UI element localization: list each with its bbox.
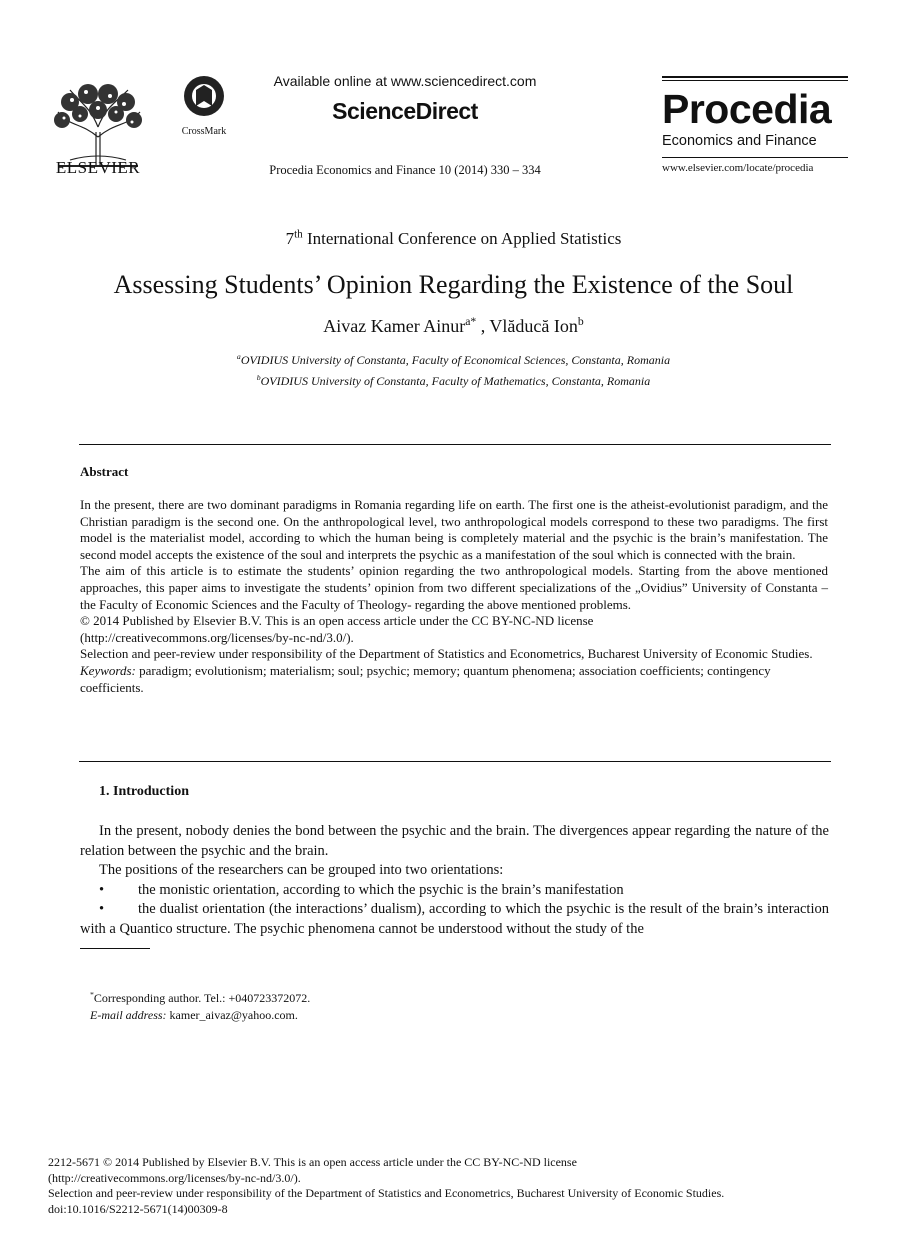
intro-bullet-2 <box>80 900 829 939</box>
email-note <box>90 1007 310 1024</box>
intro-bullet-1 <box>80 881 829 901</box>
procedia-rule-top-2 <box>662 80 848 81</box>
abstract-bottom-rule <box>79 761 831 762</box>
issn-copyright: 2212-5671 © 2014 Published by Elsevier B.V. This is an open access article under the CC BY-NC-ND license <box>48 1155 577 1169</box>
section-heading-introduction: 1. Introduction <box>99 784 189 799</box>
conference-number: 7 <box>285 229 295 248</box>
corresponding-author-note <box>90 990 310 1007</box>
bullet-icon: • <box>99 901 105 917</box>
publisher-logo-text: ELSEVIER <box>55 158 141 177</box>
keywords-label: Keywords: <box>80 662 136 678</box>
conference-ordinal: th <box>294 228 303 241</box>
crossmark-badge[interactable] <box>176 74 232 137</box>
procedia-url[interactable]: www.elsevier.com/locate/procedia <box>662 162 814 174</box>
doi[interactable]: doi:10.1016/S2212-5671(14)00309-8 <box>48 1201 228 1216</box>
author-2: Vlăducă Ion <box>489 316 578 336</box>
keywords-list: paradigm; evolutionism; materialism; soul; psychic; memory; quantum phenomena; association coefficients; contingency coefficients. <box>80 662 771 695</box>
author-list <box>0 316 907 337</box>
procedia-title: Procedia <box>662 86 832 132</box>
abstract-copyright: © 2014 Published by Elsevier B.V. This is an open access article under the CC BY-NC-ND license <box>80 613 594 629</box>
affiliation-a <box>0 353 907 368</box>
sciencedirect-logo: ScienceDirect <box>332 98 478 124</box>
crossmark-icon <box>176 74 232 120</box>
email-address[interactable]: kamer_aivaz@yahoo.com. <box>166 1008 298 1022</box>
abstract-paragraph-1: In the present, there are two dominant paradigms in Romania regarding life on earth. The first one is the atheist-evolutionist paradigm, and the Christian paradigm is the second one. On the anthropological level, two anthropological models correspond to these two paradigms. The first model is the materialist model, according to which the human being is completely material and the psychic is the brain’s manifestation. The second model accepts the existence of the soul and interprets the psychic as a manifestation of the soul which is connected with the brain. <box>80 497 828 562</box>
journal-citation: Procedia Economics and Finance 10 (2014) 330 – 334 <box>269 163 541 177</box>
procedia-logo-block <box>662 76 848 174</box>
intro-paragraph-1: In the present, nobody denies the bond between the psychic and the brain. The divergences appear regarding the nature of the relation between the psychic and the brain. <box>80 823 829 859</box>
affiliation-b <box>0 374 907 389</box>
available-online: Available online at www.sciencedirect.com <box>273 73 537 89</box>
abstract-top-rule <box>79 444 831 445</box>
footnotes <box>90 990 310 1024</box>
paper-title: Assessing Students’ Opinion Regarding the Existence of the Soul <box>113 270 794 299</box>
abstract-paragraph-2: The aim of this article is to estimate the students’ opinion regarding the two anthropological models. Starting from the above mentioned approaches, this paper aims to investigate the students’ opinion from two different specializations of the „Ovidius” University of Constanta – the Faculty of Economic Sciences and the Faculty of Theology- regarding the above mentioned problems. <box>80 563 828 612</box>
conference-rest: International Conference on Applied Statistics <box>302 229 622 248</box>
email-label: E-mail address: <box>90 1008 167 1022</box>
bullet-icon: • <box>99 881 105 898</box>
author-1-marks: a* <box>465 315 477 328</box>
author-separator: , <box>476 316 490 336</box>
author-1: Aivaz Kamer Ainur <box>323 316 466 336</box>
bottom-selection: Selection and peer-review under responsibility of the Department of Statistics and Econometrics, Bucharest University of Economic Studies. <box>48 1186 725 1200</box>
crossmark-label: CrossMark <box>181 126 227 137</box>
affiliation-a-mark: a <box>236 352 241 361</box>
abstract-selection: Selection and peer-review under responsibility of the Department of Statistics and Econometrics, Bucharest University of Economic Studies. <box>80 646 813 662</box>
intro-bullet-1-text: the monistic orientation, according to which the psychic is the brain’s manifestation <box>138 881 624 898</box>
abstract-body <box>80 497 828 696</box>
procedia-rule-bottom <box>662 157 848 158</box>
affiliation-a-text: OVIDIUS University of Constanta, Faculty of Economical Sciences, Constanta, Romania <box>240 353 671 367</box>
affiliation-b-text: OVIDIUS University of Constanta, Faculty of Mathematics, Constanta, Romania <box>260 374 651 388</box>
corresponding-author-text: Corresponding author. Tel.: +040723372072. <box>93 991 311 1005</box>
abstract-keywords <box>80 663 828 696</box>
procedia-subtitle: Economics and Finance <box>662 133 817 149</box>
introduction-body <box>80 822 829 939</box>
intro-bullet-2-text: the dualist orientation (the interactions’ dualism), according to which the psychic is the result of the brain’s interaction with a Quantico structure. The psychic phenomena cannot be understood without the study of the <box>80 901 829 937</box>
affiliation-b-mark: b <box>256 373 261 382</box>
author-2-mark: b <box>577 315 584 328</box>
bottom-license-link[interactable]: (http://creativecommons.org/licenses/by-nc-nd/3.0/). <box>48 1170 301 1185</box>
footnote-rule <box>80 948 150 949</box>
bottom-publisher-info <box>48 1155 848 1217</box>
procedia-rule-top <box>662 76 848 78</box>
intro-paragraph-2: The positions of the researchers can be grouped into two orientations: <box>99 862 504 878</box>
conference-name <box>0 229 907 249</box>
footnote-star: * <box>90 990 94 999</box>
abstract-license-link[interactable]: (http://creativecommons.org/licenses/by-nc-nd/3.0/). <box>80 629 354 645</box>
abstract-heading: Abstract <box>80 464 129 479</box>
